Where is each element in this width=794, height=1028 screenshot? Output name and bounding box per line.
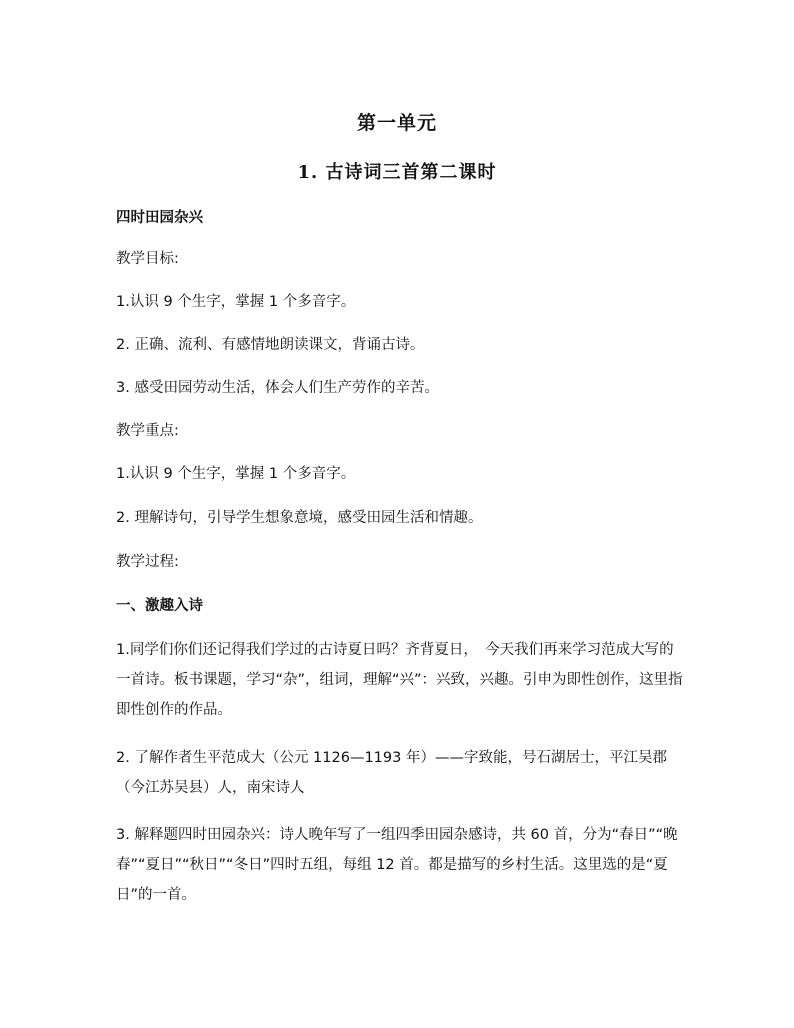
process-heading: 教学过程: [116, 554, 179, 570]
objectives-heading: 教学目标: [116, 251, 179, 267]
key-point-item: 1.认识 9 个生字，掌握 1 个多音字。 [116, 466, 356, 482]
key-point-item: 2. 理解诗句，引导学生想象意境，感受田园生活和情趣。 [116, 510, 483, 526]
lesson-title: 1. 古诗词三首第二课时 [297, 162, 497, 183]
poem-title: 四时田园杂兴 [116, 210, 203, 226]
section-one-heading: 一、激趣入诗 [116, 598, 203, 614]
paragraph: 3. 解释题四时田园杂兴：诗人晚年写了一组四季田园杂感诗，共 60 首，分为“春日”“晚春”“夏日”“秋日”“冬日”四时五组，每组 12 首。都是描写的乡村生活。这里选的是“夏日”的一首。 [116, 827, 678, 903]
objective-item: 1.认识 9 个生字，掌握 1 个多音字。 [116, 294, 356, 310]
paragraph: 1.同学们你们还记得我们学过的古诗夏日吗？齐背夏日， 今天我们再来学习范成大写的一首诗。板书课题，学习“杂”，组词，理解“兴”：兴致，兴趣。引申为即性创作，这里指即性创作的作品。 [116, 642, 683, 718]
paragraph: 2. 了解作者生平范成大（公元 1126—1193 年）——字致能，号石湖居士，平江吴郡（今江苏吴县）人，南宋诗人 [116, 750, 667, 796]
unit-title: 第一单元 [356, 112, 437, 134]
key-points-heading: 教学重点: [116, 423, 179, 439]
objective-item: 2. 正确、流利、有感情地朗读课文，背诵古诗。 [116, 337, 425, 353]
objective-item: 3. 感受田园劳动生活，体会人们生产劳作的辛苦。 [116, 380, 439, 396]
